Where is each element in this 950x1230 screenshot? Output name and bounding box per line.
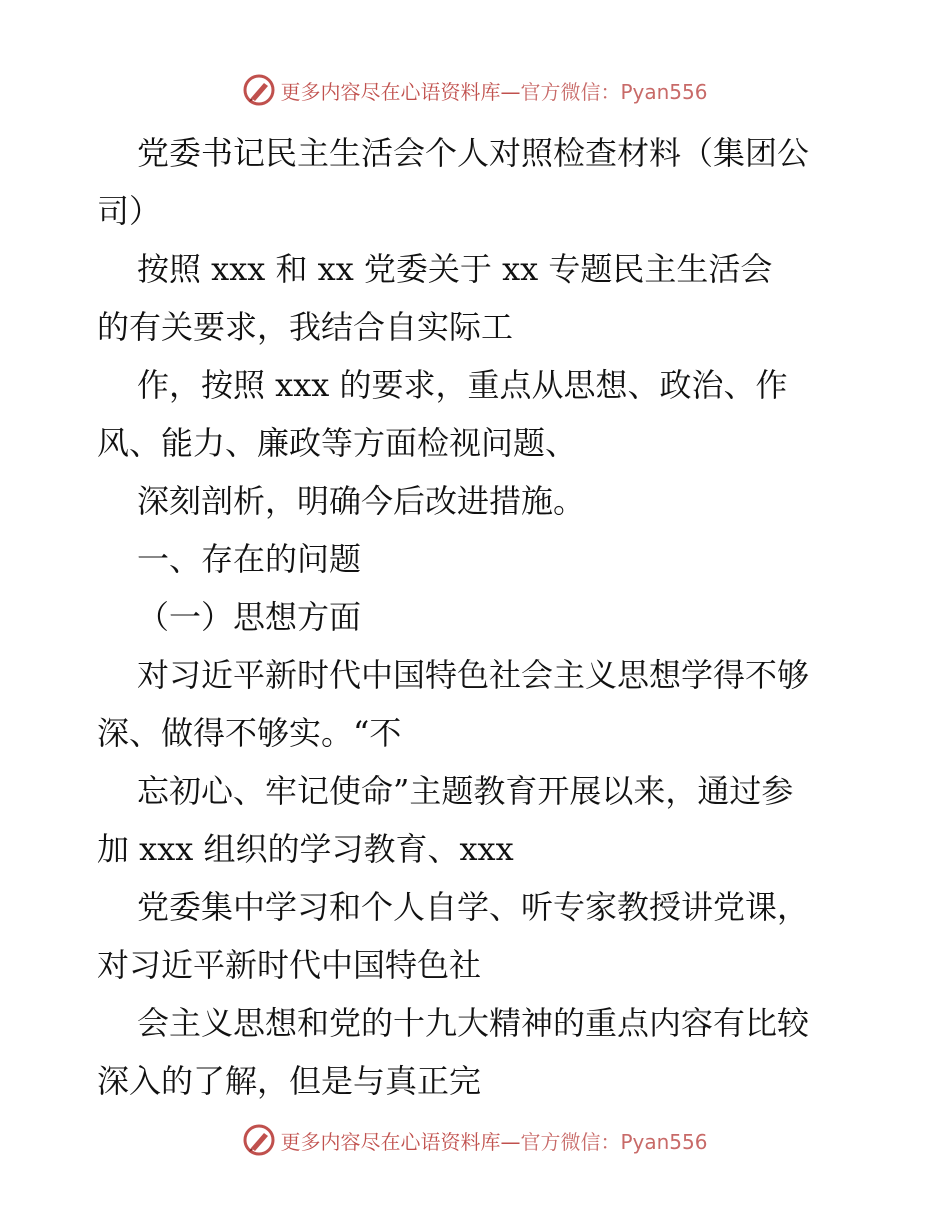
text-line: 深刻剖析，明确今后改进措施。	[137, 482, 586, 520]
watermark-text	[280, 76, 707, 105]
text-line: 对习近平新时代中国特色社	[97, 946, 482, 984]
text-line: 的有关要求，我结合自实际工	[97, 308, 514, 346]
text-line: 党委书记民主生活会个人对照检查材料（集团公	[137, 134, 810, 172]
text-line: 会主义思想和党的十九大精神的重点内容有比较	[137, 1004, 810, 1042]
document-body	[97, 124, 857, 1110]
text-line: 对习近平新时代中国特色社会主义思想学得不够	[137, 656, 810, 694]
watermark-separator: —	[500, 1129, 521, 1154]
watermark-separator: —	[500, 79, 521, 104]
header-watermark	[0, 70, 950, 110]
footer-watermark	[0, 1120, 950, 1160]
text-line: 党委集中学习和个人自学、听专家教授讲党课，	[137, 888, 810, 926]
text-line: 作，按照 xxx 的要求，重点从思想、政治、作	[137, 366, 788, 404]
pen-logo-icon	[242, 73, 276, 107]
text-line: 按照 xxx 和 xx 党委关于 xx 专题民主生活会	[137, 250, 773, 288]
text-line: （一）思想方面	[137, 598, 362, 636]
watermark-text	[280, 1126, 707, 1155]
watermark-site: 更多内容尽在心语资料库	[280, 1129, 501, 1154]
text-line: 深入的了解，但是与真正完	[97, 1062, 482, 1100]
watermark-wechat: 官方微信：Pyan556	[520, 79, 708, 104]
text-line: 忘初心、牢记使命”主题教育开展以来，通过参	[137, 772, 794, 810]
pen-logo-icon	[242, 1123, 276, 1157]
text-line: 风、能力、廉政等方面检视问题、	[97, 424, 578, 462]
text-line: 一、存在的问题	[137, 540, 362, 578]
watermark-wechat: 官方微信：Pyan556	[520, 1129, 708, 1154]
watermark-site: 更多内容尽在心语资料库	[280, 79, 501, 104]
text-line: 加 xxx 组织的学习教育、xxx	[97, 830, 514, 868]
text-line: 司）	[97, 192, 162, 230]
text-line: 深、做得不够实。“不	[97, 714, 402, 752]
